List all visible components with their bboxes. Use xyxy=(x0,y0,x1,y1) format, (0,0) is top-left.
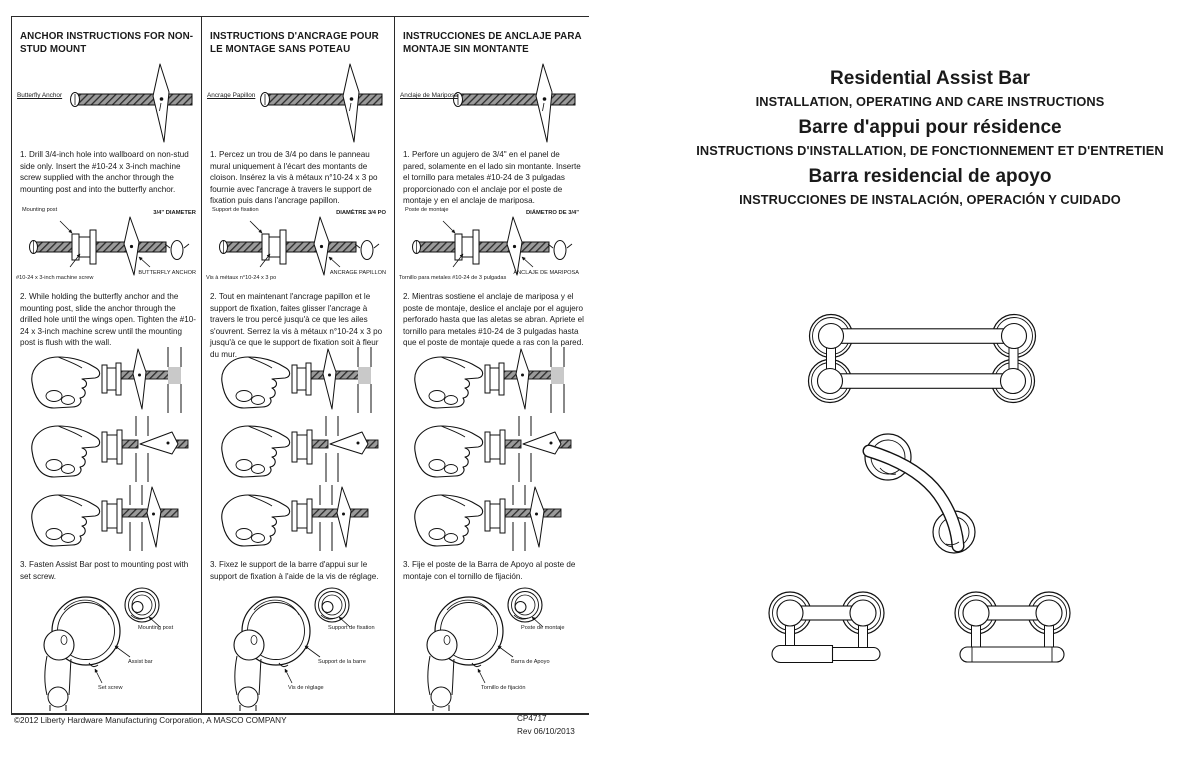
step-1-text: 1. Percez un trou de 3/4 po dans le panneau mural uniquement à l'écart des montants de cloison. Insérez la vis à métaux n°10-24 x 3 po fournie avec l'ancrage à travers le support de fixation puis dans l'ancrage papillon. xyxy=(210,150,378,206)
diameter-label: 3/4" DIAMETER xyxy=(153,210,196,216)
mounting-post-label: Support de fixation xyxy=(328,625,375,631)
step-3-text: 3. Fasten Assist Bar post to mounting post with set screw. xyxy=(20,560,189,581)
set-screw-label: Set screw xyxy=(98,685,123,691)
mounting-post-label: Poste de montaje xyxy=(405,207,449,213)
assembly-figure xyxy=(14,207,198,281)
butterfly-anchor-label: ANCRAGE PAPILLON xyxy=(329,269,386,276)
subtitle-english: INSTALLATION, OPERATING AND CARE INSTRUCTIONS xyxy=(755,94,1105,109)
hand-insert-step-b-illustration xyxy=(18,416,190,482)
revision-date: Rev 06/10/2013 xyxy=(517,726,575,736)
hand-insert-step-c-illustration xyxy=(401,485,573,551)
mounting-post-label: Poste de montaje xyxy=(521,625,565,631)
mounting-post-label: Mounting post xyxy=(22,207,58,213)
machine-screw-label: Tornillo para metales #10-24 de 3 pulgadas xyxy=(399,274,507,281)
butterfly-anchor-illustration xyxy=(397,61,581,145)
step-2-text: 2. Tout en maintenant l'ancrage papillon et le support de fixation, faites glisser l'ancrage à travers le trou percé jusqu'à ce que les ailes s'ouvrent. Serrez la vis à métaux n°10-24 x 3 po jusqu'à ce que le support de fixation soit à fleur du mur. xyxy=(210,292,383,359)
assist-bar-label: Barra de Apoyo xyxy=(511,659,550,665)
butterfly-anchor-figure xyxy=(397,61,581,145)
hand-insert-step-c-illustration xyxy=(208,485,380,551)
butterfly-anchor-label: ANCLAJE DE MARIPOSA xyxy=(513,269,579,276)
installation-sequence-figures xyxy=(401,347,577,553)
hand-insert-step-b-illustration xyxy=(208,416,380,482)
column-header: INSTRUCTIONS D'ANCRAGE POUR LE MONTAGE SANS POTEAU xyxy=(210,31,379,56)
hand-insert-step-b-illustration xyxy=(401,416,573,482)
assist-bar-label: Assist bar xyxy=(128,659,153,665)
subtitle-french: INSTRUCTIONS D'INSTALLATION, DE FONCTIONNEMENT ET D'ENTRETIEN xyxy=(696,143,1164,158)
machine-screw-label: Vis à métaux n°10-24 x 3 po xyxy=(206,274,277,281)
title-spanish: Barra residencial de apoyo xyxy=(808,166,1052,187)
exploded-post-figure xyxy=(14,579,198,711)
part-number: CP4717 xyxy=(517,714,547,723)
column-french xyxy=(202,17,395,713)
diameter-label: DIAMÈTRE 3/4 PO xyxy=(336,210,386,216)
subtitle-spanish: INSTRUCCIONES DE INSTALACIÓN, OPERACIÓN Y CUIDADO xyxy=(739,192,1121,207)
butterfly-anchor-illustration xyxy=(14,61,198,145)
title-french: Barre d'appui pour résidence xyxy=(798,117,1062,138)
copyright-text: ©2012 Liberty Hardware Manufacturing Corporation, A MASCO COMPANY xyxy=(14,716,287,725)
title-block xyxy=(646,66,1200,215)
mounting-post-label: Support de fixation xyxy=(212,207,259,213)
assembly-figure xyxy=(204,207,388,281)
hand-insert-step-a-illustration xyxy=(208,347,380,413)
sheet-footer xyxy=(14,714,588,736)
step-1-text: 1. Drill 3/4-inch hole into wallboard on non-stud side only. Insert the #10-24 x 3-inch machine screw supplied with the anchor through the mounting post and into the butterfly anchor. xyxy=(20,150,189,194)
set-screw-label: Tornillo de fijación xyxy=(481,685,526,691)
hand-insert-step-a-illustration xyxy=(18,347,190,413)
step-2-text: 2. Mientras sostiene el anclaje de mariposa y el poste de montaje, deslice el anclaje por el agujero perforado hasta que las aletas se abran. Apriete el tornillo para metales #10-24 de 3 pulgadas hasta que el poste de montaje quede a ras con la pared. xyxy=(403,292,584,348)
step-2-text: 2. While holding the butterfly anchor and the mounting post, slide the anchor through the drilled hole until the wings open. Tighten the #10-24 x 3-inch machine screw until the mounting post is flush with the wall. xyxy=(20,292,196,348)
assist-bar-roller-extended-illustration xyxy=(760,586,892,676)
butterfly-anchor-illustration xyxy=(204,61,388,145)
hand-insert-step-c-illustration xyxy=(18,485,190,551)
anchor-figure-label: Butterfly Anchor xyxy=(17,92,63,99)
installation-sequence-figures xyxy=(18,347,194,553)
exploded-post-figure xyxy=(397,579,581,711)
title-english: Residential Assist Bar xyxy=(830,68,1030,89)
column-english xyxy=(12,17,202,713)
set-screw-label: Vis de réglage xyxy=(288,685,324,691)
anchor-figure-label: Ancrage Papillon xyxy=(207,92,256,99)
step-1-text: 1. Perfore un agujero de 3/4" en el panel de pared, solamente en el lado sin montante. Inserte el tornillo para metales #10-24 de 3 pulgadas proporcionado con el anclaje por el poste de montaje y en el anclaje de mariposa. xyxy=(403,150,581,206)
step-3-text: 3. Fixez le support de la barre d'appui sur le support de fixation à l'aide de la vis de réglage. xyxy=(210,560,379,581)
curved-assist-bar-illustration xyxy=(850,424,998,562)
butterfly-anchor-label: BUTTERFLY ANCHOR xyxy=(138,269,196,276)
step-3-text: 3. Fije el poste de la Barra de Apoyo al poste de montaje con el tornillo de fijación. xyxy=(403,560,576,581)
assist-bar-label: Support de la barre xyxy=(318,659,366,665)
assist-bar-roller-illustration xyxy=(946,586,1078,676)
column-header: ANCHOR INSTRUCTIONS FOR NON-STUD MOUNT xyxy=(20,31,194,56)
mounting-post-label: Mounting post xyxy=(138,625,174,631)
butterfly-anchor-figure xyxy=(14,61,198,145)
machine-screw-label: #10-24 x 3-inch machine screw xyxy=(16,274,94,281)
column-header: INSTRUCCIONES DE ANCLAJE PARA MONTAJE SIN MONTANTE xyxy=(403,31,582,56)
exploded-post-figure xyxy=(204,579,388,711)
anchor-figure-label: Anclaje de Mariposa xyxy=(400,92,458,99)
double-assist-bar-illustration xyxy=(806,310,1039,406)
document-number xyxy=(517,713,575,738)
butterfly-anchor-figure xyxy=(204,61,388,145)
installation-sequence-figures xyxy=(208,347,384,553)
hand-insert-step-a-illustration xyxy=(401,347,573,413)
column-spanish xyxy=(395,17,589,713)
diameter-label: DIÁMETRO DE 3/4" xyxy=(526,210,579,216)
assembly-figure xyxy=(397,207,581,281)
instruction-table xyxy=(11,16,589,715)
